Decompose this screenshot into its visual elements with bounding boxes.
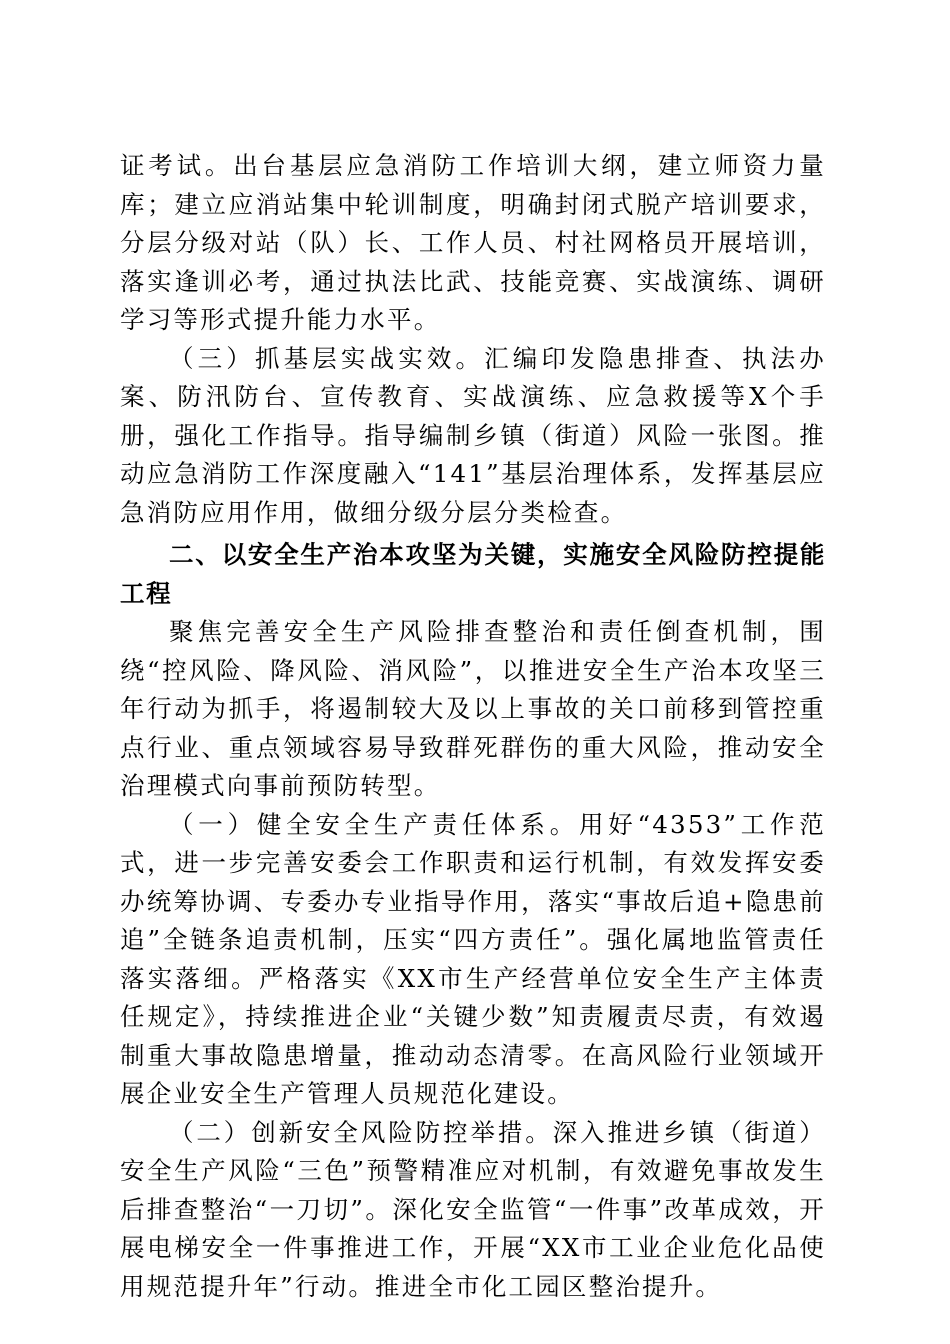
paragraph-risk-control-measures: （二）创新安全风险防控举措。深入推进乡镇（街道）安全生产风险“三色”预警精准应对机制，有效避免事故发生后排查整治“一刀切”。深化安全监管“一件事”改革成效，开展电梯安全一件事推进工作，开展“XX市工业企业危化品使用规范提升年”行动。推进全市化工园区整治提升。 [120, 1117, 826, 1301]
paragraph-responsibility-system: （一）健全安全生产责任体系。用好“4353”工作范式，进一步完善安委会工作职责和运行机制，有效发挥安委办统筹协调、专委办专业指导作用，落实“事故后追+隐患前追”全链条追责机制，压实“四方责任”。强化属地监管责任落实落细。严格落实《XX市生产经营单位安全生产主体责任规定》，持续推进企业“关键少数”知责履责尽责，有效遏制重大事故隐患增量，推动动态清零。在高风险行业领域开展企业安全生产管理人员规范化建设。 [120, 809, 826, 1108]
paragraph-grassroots-effectiveness: （三）抓基层实战实效。汇编印发隐患排查、执法办案、防汛防台、宣传教育、实战演练、应急救援等X个手册，强化工作指导。指导编制乡镇（街道）风险一张图。推动应急消防工作深度融入“141”基层治理体系，发挥基层应急消防应用作用，做细分级分层分类检查。 [120, 343, 826, 527]
paragraph-section-intro: 聚焦完善安全生产风险排查整治和责任倒查机制，围绕“控风险、降风险、消风险”，以推进安全生产治本攻坚三年行动为抓手，将遏制较大及以上事故的关口前移到管控重点行业、重点领域容易导致群死群伤的重大风险，推动安全治理模式向事前预防转型。 [120, 617, 826, 800]
paragraph-training-continuation: 证考试。出台基层应急消防工作培训大纲，建立师资力量库；建立应消站集中轮训制度，明确封闭式脱产培训要求，分层分级对站（队）长、工作人员、村社网格员开展培训，落实逢训必考，通过执法比武、技能竞赛、实战演练、调研学习等形式提升能力水平。 [120, 151, 826, 334]
section-heading-two: 二、以安全生产治本攻坚为关键，实施安全风险防控提能工程 [120, 540, 826, 608]
document-body [120, 147, 826, 1306]
